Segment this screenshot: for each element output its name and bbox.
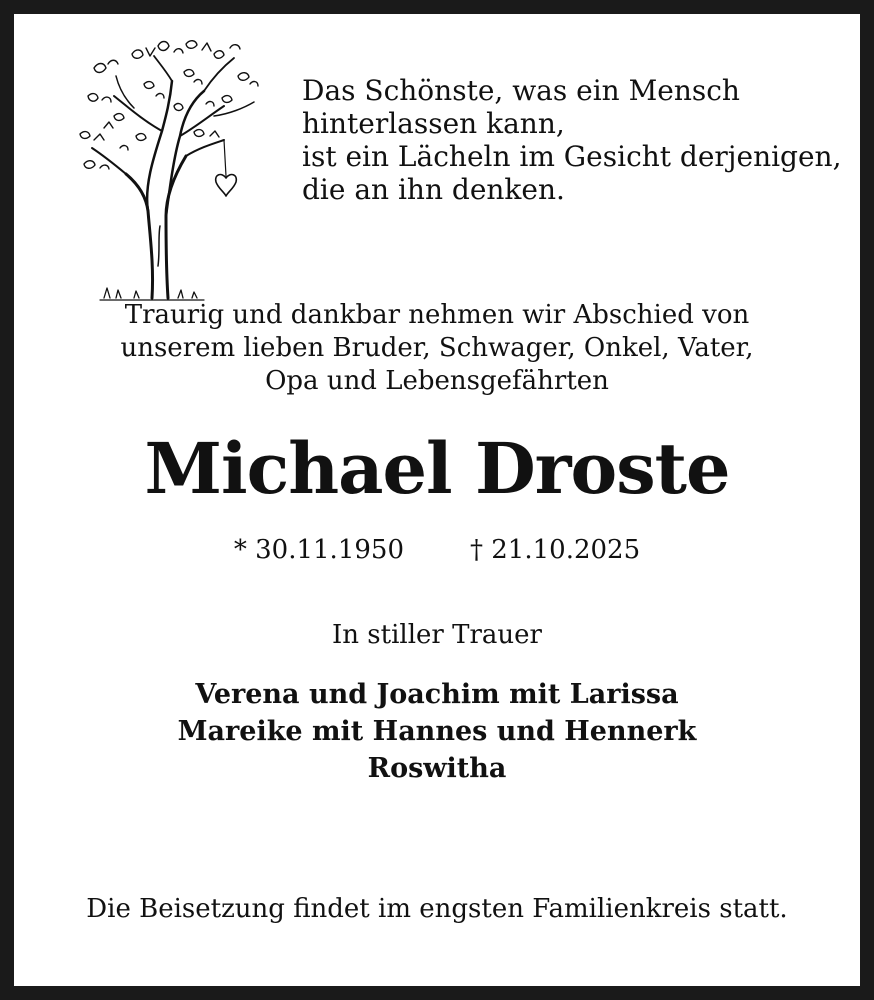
mourning-heading: In stiller Trauer: [332, 620, 542, 650]
poem: [302, 74, 841, 206]
deceased-name: Michael Droste: [144, 427, 730, 510]
funeral-note: Die Beisetzung findet im engsten Familienkreis statt.: [86, 894, 788, 924]
tree-drawing-icon: [74, 36, 264, 306]
obituary-notice: [14, 14, 860, 986]
intro-line: Opa und Lebensgefährten: [265, 366, 609, 396]
intro-line: unserem lieben Bruder, Schwager, Onkel, Vater,: [120, 333, 754, 363]
birth-date: * 30.11.1950: [233, 535, 404, 565]
family-line: Mareike mit Hannes und Hennerk: [177, 716, 697, 747]
intro-line: Traurig und dankbar nehmen wir Abschied von: [124, 300, 750, 330]
poem-line: die an ihn denken.: [302, 173, 565, 206]
death-date: † 21.10.2025: [470, 535, 641, 565]
life-dates: [14, 533, 860, 567]
family-line: Roswitha: [367, 753, 507, 784]
poem-line: Das Schönste, was ein Mensch: [302, 74, 740, 107]
family-line: Verena und Joachim mit Larissa: [195, 679, 679, 710]
family-list: [14, 676, 860, 787]
poem-line: ist ein Lächeln im Gesicht derjenigen,: [302, 140, 842, 173]
intro-text: [14, 299, 860, 398]
poem-line: hinterlassen kann,: [302, 107, 565, 140]
